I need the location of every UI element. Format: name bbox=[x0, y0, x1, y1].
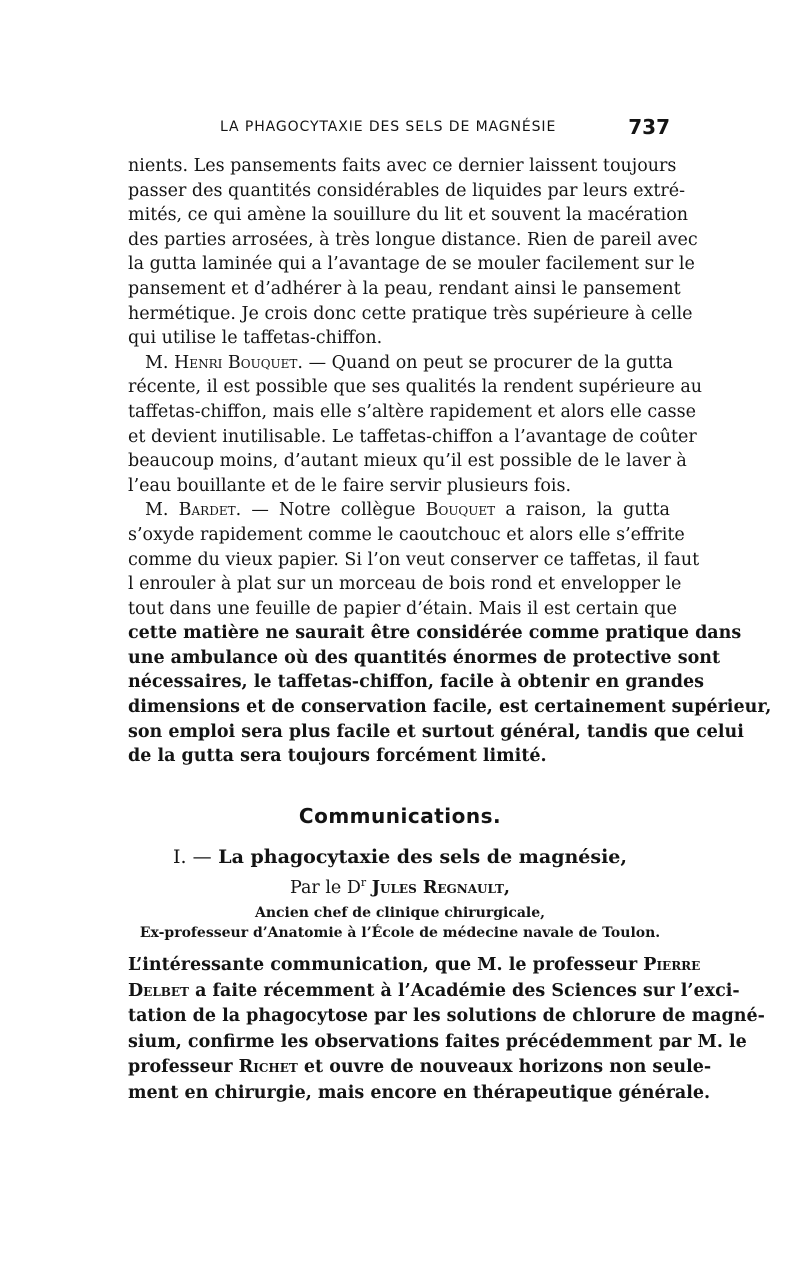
text-line: hermétique. Je crois donc cette pratique très supérieure à celle bbox=[128, 303, 693, 324]
article-title bbox=[0, 846, 800, 868]
article-number: I. — bbox=[172, 846, 212, 868]
text-line: comme du vieux papier. Si l’on veut conserver ce taffetas, il faut bbox=[128, 549, 700, 570]
section-heading: Communications. bbox=[298, 804, 502, 828]
text-span: sium, confirme les observations faites précédemment par M. le bbox=[128, 1031, 747, 1052]
text-line: nécessaires, le taffetas-chiffon, facile à obtenir en grandes bbox=[128, 672, 705, 693]
author-prefix: Par le D bbox=[289, 877, 361, 898]
text-line bbox=[128, 1055, 712, 1081]
text-line: la gutta laminée qui a l’avantage de se mouler facilement sur le bbox=[128, 254, 695, 275]
speaker-name: M. Bardet. bbox=[145, 500, 242, 521]
text-span: tation de la phagocytose par les solutions de chlorure de magné- bbox=[128, 1006, 765, 1026]
author-affiliation: Ancien chef de clinique chirurgicale, bbox=[254, 905, 546, 921]
text-line: dimensions et de conservation facile, est certainement supérieur, bbox=[128, 697, 772, 718]
article-title-text: La phagocytaxie des sels de magnésie, bbox=[218, 846, 628, 868]
text-span: L’intéressante communication, que M. le professeur bbox=[128, 955, 644, 975]
text-line: l’eau bouillante et de le faire servir plusieurs fois. bbox=[128, 475, 572, 496]
text-line bbox=[128, 953, 701, 979]
page-number: 737 bbox=[628, 115, 670, 139]
speaker-name: M. Henri Bouquet. bbox=[145, 352, 303, 373]
text-line: une ambulance où des quantités énormes de protective sont bbox=[128, 647, 721, 668]
text-span: — Notre collègue bbox=[241, 500, 426, 521]
running-head bbox=[128, 115, 670, 139]
running-title: LA PHAGOCYTAXIE DES SELS DE MAGNÉSIE bbox=[220, 119, 557, 135]
paragraph-first-line bbox=[128, 351, 673, 376]
text-line: s’oxyde rapidement comme le caoutchouc et alors elle s’effrite bbox=[128, 524, 685, 545]
text-line: passer des quantités considérables de liquides par leurs extré- bbox=[128, 180, 686, 201]
author-affiliation: Ex-professeur d’Anatomie à l’École de médecine navale de Toulon. bbox=[139, 925, 661, 941]
text-line: nients. Les pansements faits avec ce dernier laissent toujours bbox=[128, 156, 677, 176]
text-line: des parties arrosées, à très longue distance. Rien de pareil avec bbox=[128, 229, 698, 250]
speaker-reference: Bouquet bbox=[425, 500, 496, 521]
text-line: l enrouler à plat sur un morceau de bois rond et envelopper le bbox=[128, 574, 682, 595]
paragraph-first-line bbox=[128, 498, 670, 523]
author-line bbox=[0, 876, 800, 898]
text-line: taffetas-chiffon, mais elle s’altère rapidement et alors elle casse bbox=[128, 401, 696, 422]
author-title-superscript: r bbox=[360, 876, 367, 889]
text-line: beaucoup moins, d’autant mieux qu’il est possible de le laver à bbox=[128, 451, 687, 472]
person-name: Delbet bbox=[128, 980, 189, 1001]
text-line: récente, il est possible que ses qualités la rendent supérieure au bbox=[128, 377, 703, 398]
text-span: professeur bbox=[128, 1057, 239, 1077]
person-name: Richet bbox=[238, 1057, 298, 1077]
text-line: et devient inutilisable. Le taffetas-chiffon a l’avantage de coûter bbox=[128, 426, 697, 447]
text-line: cette matière ne saurait être considérée comme pratique dans bbox=[128, 623, 742, 644]
person-name: Pierre bbox=[643, 955, 701, 975]
text-span: et ouvre de nouveaux horizons non seule- bbox=[297, 1057, 712, 1077]
text-line: tout dans une feuille de papier d’étain. Mais il est certain que bbox=[128, 598, 678, 619]
body-text bbox=[128, 154, 772, 769]
text-line: qui utilise le taffetas-chiffon. bbox=[128, 328, 383, 349]
text-line: mités, ce qui amène la souillure du lit et souvent la macération bbox=[128, 205, 689, 226]
text-span: ment en chirurgie, mais encore en thérapeutique générale. bbox=[128, 1082, 711, 1103]
author-name: Jules Regnault, bbox=[371, 877, 510, 898]
text-span: — Quand on peut se procurer de la gutta bbox=[303, 352, 673, 373]
text-line: de la gutta sera toujours forcément limité. bbox=[128, 746, 547, 767]
article-body bbox=[128, 953, 765, 1106]
text-line: son emploi sera plus facile et surtout général, tandis que celui bbox=[128, 721, 744, 742]
text-line: pansement et d’adhérer à la peau, rendant ainsi le pansement bbox=[128, 278, 681, 299]
text-line bbox=[128, 1081, 711, 1107]
text-line bbox=[128, 1030, 747, 1056]
text-span: a faite récemment à l’Académie des Sciences sur l’exci- bbox=[188, 980, 740, 1001]
text-line bbox=[128, 1004, 765, 1030]
text-line bbox=[128, 979, 740, 1005]
text-span: a raison, la gutta bbox=[495, 500, 670, 521]
